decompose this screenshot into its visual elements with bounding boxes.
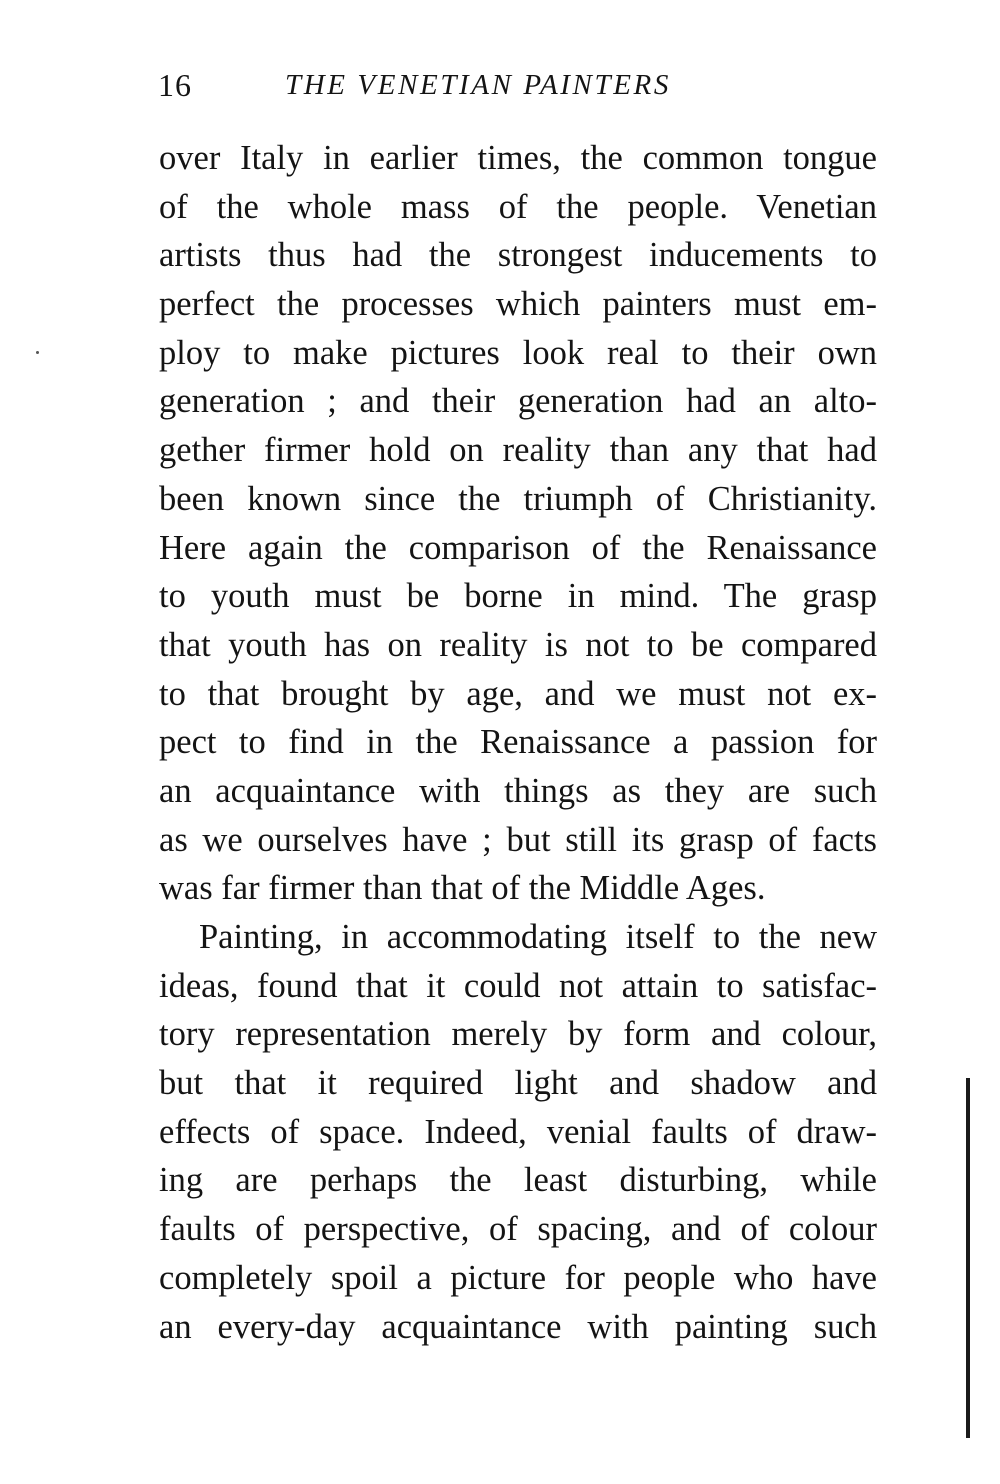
text-line: that youth has on reality is not to be compared [159, 625, 877, 664]
text-line: over Italy in earlier times, the common tongue [159, 139, 877, 177]
text-line: tory representation merely by form and colour, [159, 1015, 877, 1054]
page-number: 16 [158, 67, 192, 103]
body-text [159, 134, 877, 1351]
text-line: perfect the processes which painters must em- [159, 285, 877, 324]
text-line: of the whole mass of the people. Venetian [159, 187, 877, 226]
text-line: ideas, found that it could not attain to satisfac- [159, 966, 877, 1005]
text-line: effects of space. Indeed, venial faults of draw- [159, 1112, 877, 1151]
text-line: ing are perhaps the least disturbing, while [159, 1161, 877, 1200]
running-head [158, 63, 758, 107]
text-line: Here again the comparison of the Renaissance [159, 528, 877, 567]
stray-ink-mark [36, 351, 39, 354]
text-line: generation ; and their generation had an alto- [159, 382, 877, 421]
running-title: THE VENETIAN PAINTERS [285, 69, 671, 101]
text-line: to that brought by age, and we must not ex- [159, 674, 877, 713]
text-line: an acquaintance with things as they are such [159, 771, 877, 810]
text-line: completely spoil a picture for people who have [159, 1258, 877, 1297]
text-line: as we ourselves have ; but still its grasp of facts [159, 820, 877, 859]
text-line: but that it required light and shadow and [159, 1064, 877, 1103]
text-line: artists thus had the strongest inducements to [159, 236, 877, 275]
text-line: pect to find in the Renaissance a passion for [159, 723, 877, 762]
text-line: been known since the triumph of Christianity. [159, 479, 877, 518]
page-edge-shadow [966, 1078, 970, 1438]
text-line: ploy to make pictures look real to their own [159, 333, 877, 372]
text-line: faults of perspective, of spacing, and of colour [159, 1210, 877, 1249]
text-line: to youth must be borne in mind. The grasp [159, 577, 877, 616]
text-line: gether firmer hold on reality than any that had [159, 431, 877, 470]
paragraph-start-line: Painting, in accommodating itself to the new [199, 918, 877, 956]
paragraph-end-line: was far firmer than that of the Middle Ages. [159, 869, 766, 908]
text-line: an every-day acquaintance with painting such [159, 1307, 877, 1346]
